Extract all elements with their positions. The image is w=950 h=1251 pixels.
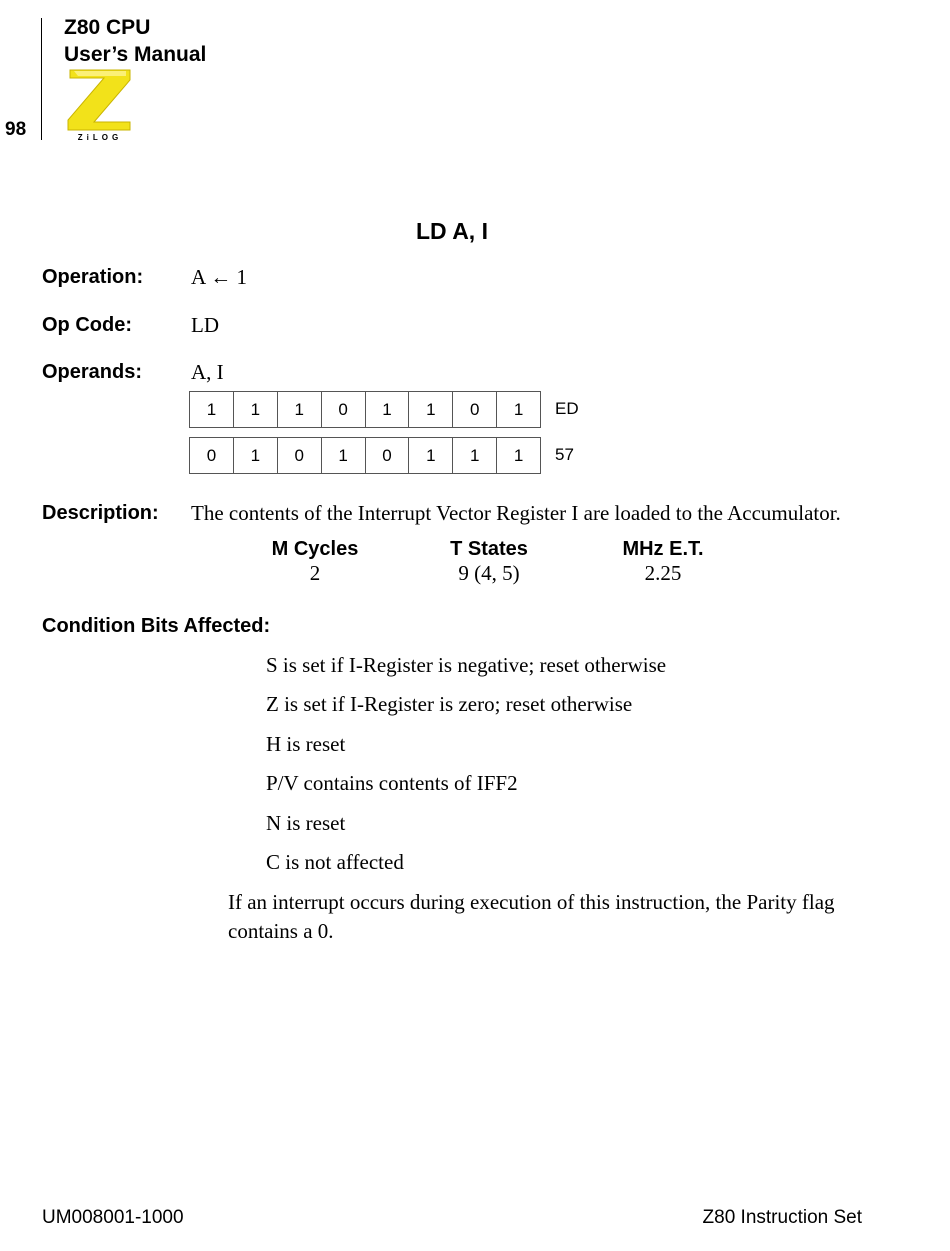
bit-cell: 0	[366, 438, 410, 473]
opcode-byte-1	[189, 391, 541, 428]
timing-header: T States	[450, 538, 528, 560]
timing-value: 2	[309, 561, 321, 585]
bit-cell: 1	[234, 392, 278, 427]
bit-cell: 1	[513, 445, 524, 465]
timing-table	[0, 538, 950, 598]
bit-cell: 0	[278, 438, 322, 473]
opcode-label: Op Code:	[42, 314, 132, 336]
timing-value: 2.25	[644, 561, 682, 585]
condition-item: N is reset	[266, 811, 346, 835]
manual-title-line1: Z80 CPU	[64, 16, 151, 39]
timing-value: 9 (4, 5)	[458, 561, 520, 585]
timing-col-mcycles	[235, 538, 395, 586]
header-divider	[41, 18, 42, 140]
condition-item: H is reset	[266, 732, 346, 756]
operands-value: A, I	[191, 360, 224, 384]
description-text: The contents of the Interrupt Vector Register I are loaded to the Accumulator.	[191, 501, 841, 525]
operands-label: Operands:	[42, 361, 143, 383]
zilog-logo	[64, 68, 136, 142]
bit-cell: 0	[453, 392, 497, 427]
svg-text:ZiLOG: ZiLOG	[77, 133, 123, 142]
bit-cell: 1	[366, 392, 410, 427]
description-label: Description:	[42, 502, 159, 524]
bit-cell: 1	[513, 399, 524, 419]
opcode-byte-2	[189, 437, 541, 474]
timing-col-tstates	[409, 538, 569, 586]
byte-2-hex: 57	[555, 445, 574, 464]
condition-item: Z is set if I-Register is zero; reset otherwise	[266, 692, 633, 716]
bit-cell: 0	[322, 392, 366, 427]
condition-item: P/V contains contents of IFF2	[266, 771, 518, 795]
timing-col-mhz	[583, 538, 743, 586]
operation-value: A ← 1	[191, 265, 248, 289]
operation-label: Operation:	[42, 266, 144, 288]
manual-title	[64, 14, 206, 68]
timing-header: M Cycles	[271, 538, 359, 560]
footer-doc-id: UM008001-1000	[42, 1207, 184, 1228]
bit-cell: 1	[234, 438, 278, 473]
parity-note: If an interrupt occurs during execution of this instruction, the Parity flag contains a 0.	[228, 890, 835, 943]
condition-item: C is not affected	[266, 850, 404, 874]
timing-header: MHz E.T.	[622, 538, 704, 560]
instruction-title: LD A, I	[416, 218, 488, 244]
footer-section: Z80 Instruction Set	[702, 1207, 862, 1228]
condition-item: S is set if I-Register is negative; reset otherwise	[266, 653, 667, 677]
bit-cell: 1	[322, 438, 366, 473]
bit-cell: 1	[453, 438, 497, 473]
bit-cell: 1	[190, 392, 234, 427]
bit-cell: 1	[409, 392, 453, 427]
opcode-value: LD	[191, 313, 219, 337]
manual-title-line2: User’s Manual	[64, 43, 207, 66]
bit-cell: 1	[409, 438, 453, 473]
byte-1-hex: ED	[555, 399, 579, 418]
bit-cell: 1	[278, 392, 322, 427]
page-number: 98	[5, 119, 27, 140]
bit-cell: 0	[190, 438, 234, 473]
condition-bits-label: Condition Bits Affected:	[42, 615, 271, 637]
